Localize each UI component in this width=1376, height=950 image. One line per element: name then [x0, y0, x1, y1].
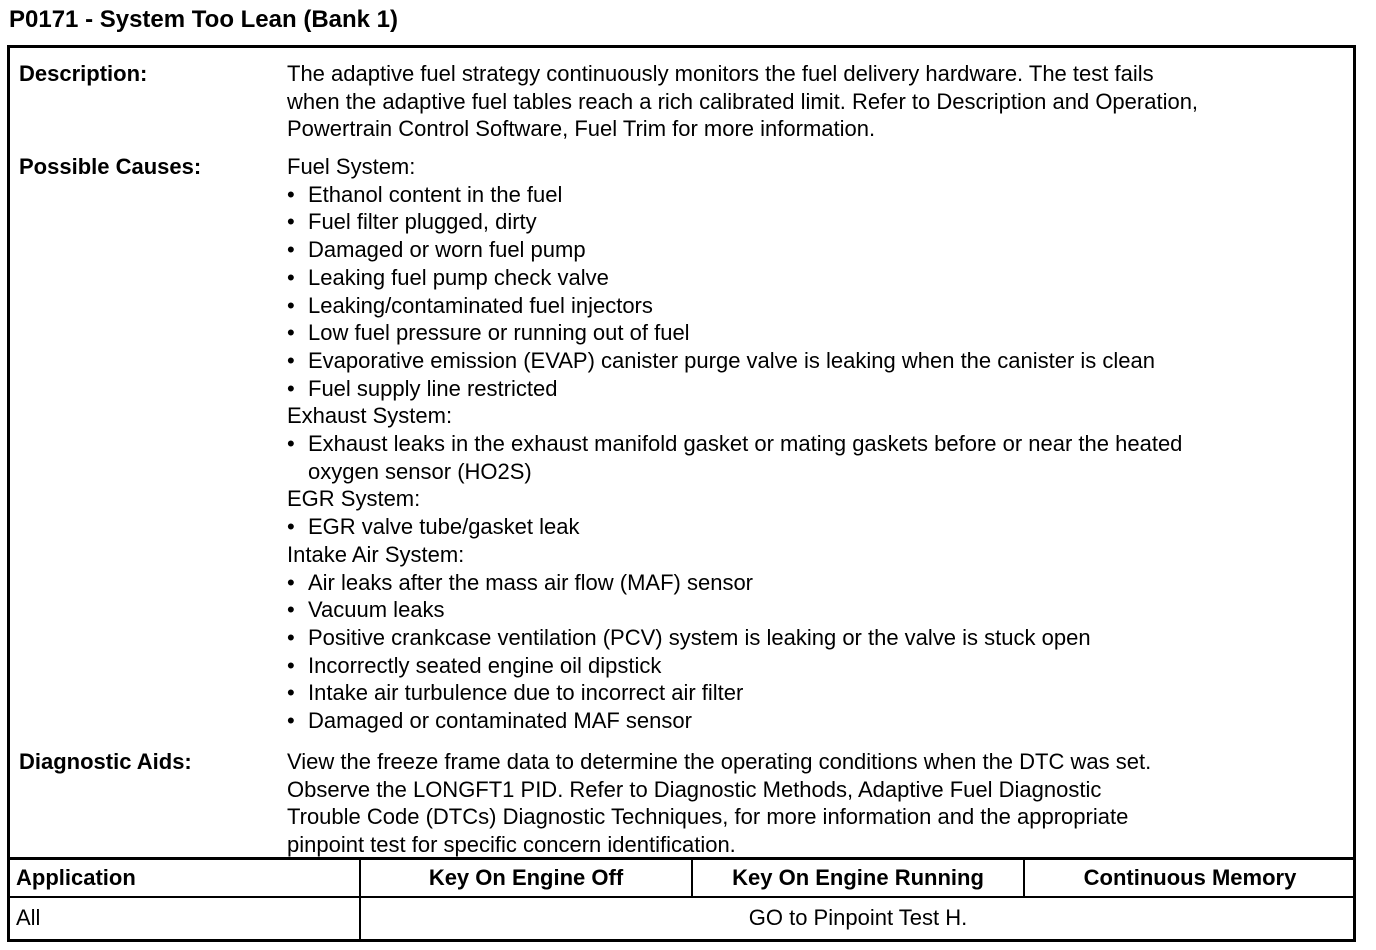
- cause-item: • Intake air turbulence due to incorrect air filter: [287, 680, 744, 706]
- cause-item-continuation: oxygen sensor (HO2S): [308, 458, 532, 484]
- cause-item: • Fuel filter plugged, dirty: [287, 209, 537, 235]
- diagnostic-aids-text: [287, 748, 1345, 859]
- cause-item: • Fuel supply line restricted: [287, 375, 558, 401]
- cause-group-heading: Intake Air System:: [287, 541, 465, 567]
- cause-item: • Leaking fuel pump check valve: [287, 264, 609, 290]
- description-line: Powertrain Control Software, Fuel Trim for more information.: [287, 116, 876, 142]
- possible-causes-label: Possible Causes:: [19, 154, 202, 179]
- cause-item: • Evaporative emission (EVAP) canister purge valve is leaking when the canister is clean: [287, 347, 1155, 373]
- cause-item: • Damaged or contaminated MAF sensor: [287, 708, 692, 734]
- cause-group-heading: EGR System:: [287, 486, 421, 512]
- koer-header: Key On Engine Running: [732, 865, 984, 890]
- cause-item: • Leaking/contaminated fuel injectors: [287, 292, 653, 318]
- cause-item: • Vacuum leaks: [287, 597, 445, 623]
- diagnostic-aids-line: Observe the LONGFT1 PID. Refer to Diagnostic Methods, Adaptive Fuel Diagnostic: [287, 776, 1102, 802]
- diagnostic-aids-label: Diagnostic Aids:: [19, 749, 192, 774]
- cause-item: • Air leaks after the mass air flow (MAF) sensor: [287, 569, 754, 595]
- cause-item: • Positive crankcase ventilation (PCV) system is leaking or the valve is stuck open: [287, 624, 1091, 650]
- cause-item: • Exhaust leaks in the exhaust manifold gasket or mating gaskets before or near the heated: [287, 431, 1183, 457]
- cause-item: • Ethanol content in the fuel: [287, 181, 563, 207]
- description-line: when the adaptive fuel tables reach a rich calibrated limit. Refer to Description and Operation,: [287, 88, 1199, 114]
- cause-group-heading: Fuel System:: [287, 154, 416, 179]
- application-value: All: [16, 905, 41, 930]
- diagnostic-aids-line: Trouble Code (DTCs) Diagnostic Techniques, for more information and the appropriate: [287, 804, 1129, 830]
- description-line: The adaptive fuel strategy continuously monitors the fuel delivery hardware. The test fails: [287, 61, 1154, 86]
- continuous-memory-header: Continuous Memory: [1083, 865, 1297, 890]
- diagnostic-aids-line: View the freeze frame data to determine the operating conditions when the DTC was set.: [287, 749, 1152, 774]
- description-label: Description:: [19, 61, 148, 86]
- possible-causes-list: [287, 153, 1345, 735]
- koeo-header: Key On Engine Off: [428, 865, 624, 890]
- cause-item: • EGR valve tube/gasket leak: [287, 514, 580, 540]
- diagnostic-aids-line: pinpoint test for specific concern identification.: [287, 832, 736, 858]
- application-header: Application: [16, 865, 136, 890]
- table-header-bottom-rule: [10, 896, 1353, 898]
- cause-group-heading: Exhaust System:: [287, 403, 453, 429]
- dtc-table: [7, 45, 1356, 942]
- description-text: [287, 60, 1345, 143]
- cause-item: • Low fuel pressure or running out of fuel: [287, 320, 690, 346]
- cause-item: • Damaged or worn fuel pump: [287, 237, 586, 263]
- page-title: P0171 - System Too Lean (Bank 1): [9, 6, 399, 33]
- cause-item: • Incorrectly seated engine oil dipstick: [287, 652, 662, 678]
- pinpoint-test-link[interactable]: GO to Pinpoint Test H.: [748, 905, 968, 930]
